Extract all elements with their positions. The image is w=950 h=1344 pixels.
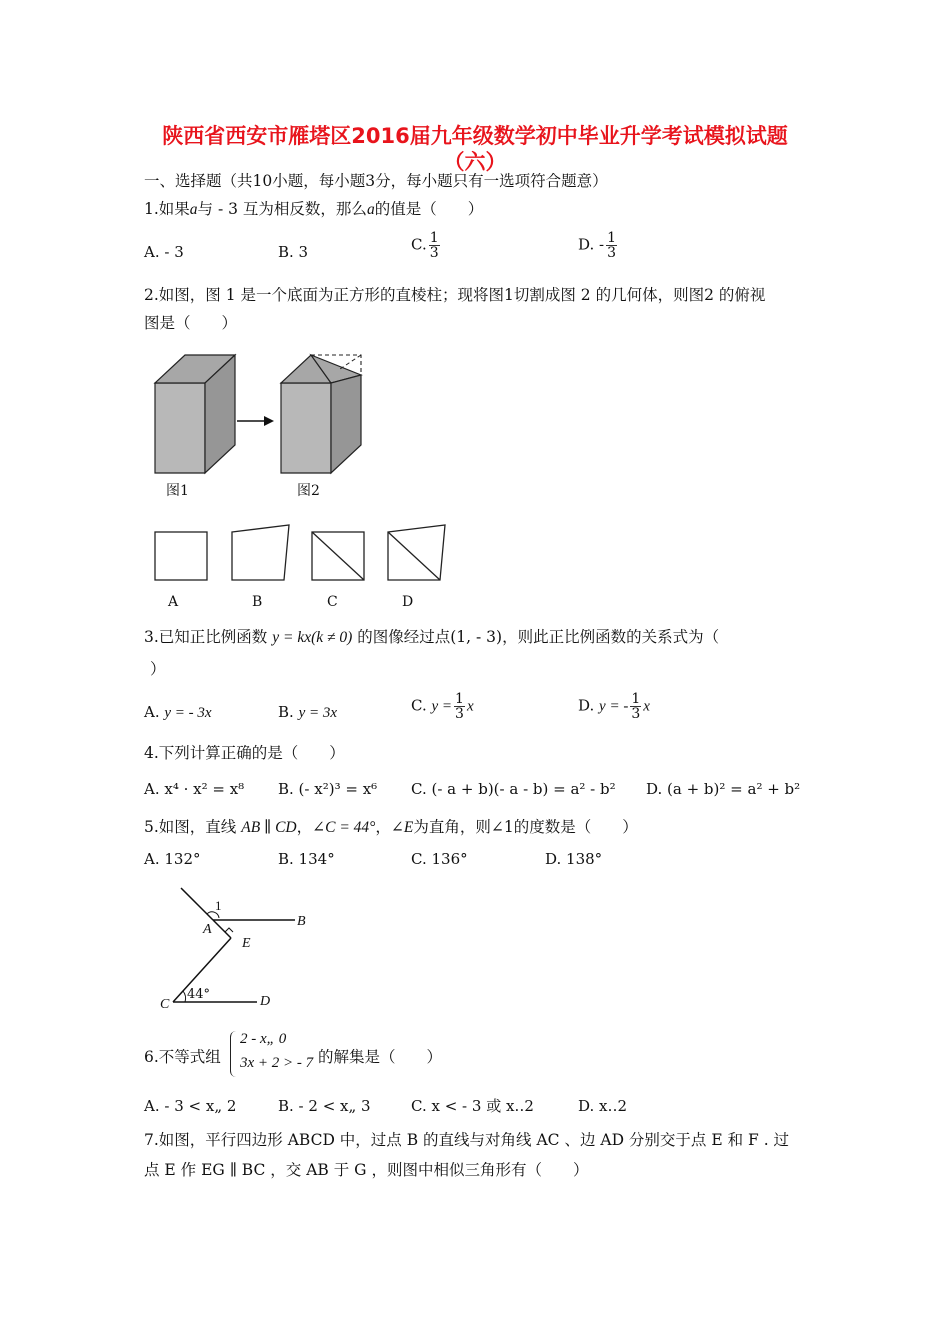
q4-option-d[interactable]: D. (a + b)² = a² + b²	[646, 780, 801, 798]
q6-option-a[interactable]: A. - 3 < x„ 2	[144, 1097, 237, 1115]
q3-option-c[interactable]: C. y = $\frac{1}{3}$ x	[411, 691, 474, 722]
question-2-line1: 2.如图，图 1 是一个底面为正方形的直棱柱；现将图1切割成图 2 的几何体，则图2 的俯视	[144, 286, 766, 304]
option-d-label[interactable]: D	[402, 594, 414, 610]
option-c-label[interactable]: C	[327, 594, 338, 610]
inequality-system: 2 - x„ 0 3x + 2 > - 7	[230, 1031, 320, 1077]
top-view-options	[150, 520, 450, 585]
q1-option-d[interactable]: D. - $\frac{1}{3}$	[578, 230, 617, 261]
q6-option-b[interactable]: B. - 2 < x„ 3	[278, 1097, 371, 1115]
q1-option-c[interactable]: C. $\frac{1}{3}$	[411, 230, 439, 261]
q4-option-a[interactable]: A. x⁴ · x² = x⁸	[144, 780, 245, 798]
q5-option-a[interactable]: A. 132°	[144, 850, 201, 868]
q5-option-b[interactable]: B. 134°	[278, 850, 335, 868]
q4-option-c[interactable]: C. (- a + b)(- a - b) = a² - b²	[411, 780, 616, 798]
fig-label-44: 44°	[187, 987, 211, 1002]
question-7-line1: 7.如图，平行四边形 ABCD 中，过点 B 的直线与对角线 AC 、边 AD 分别交于点 E 和 F . 过	[144, 1131, 790, 1149]
fig-label-b: B	[297, 914, 306, 929]
q5-option-d[interactable]: D. 138°	[545, 850, 603, 868]
page-title-suffix: （六）	[443, 150, 507, 174]
fig-label-e: E	[242, 936, 251, 951]
question-1: 1.如果a与 - 3 互为相反数，那么a的值是（ ）	[144, 200, 484, 218]
fig2-label: 图2	[297, 483, 320, 499]
page-title: 陕西省西安市雁塔区2016届九年级数学初中毕业升学考试模拟试题	[162, 124, 788, 148]
q4-option-b[interactable]: B. (- x²)³ = x⁶	[278, 780, 378, 798]
q1-option-a[interactable]: A. - 3	[144, 243, 184, 261]
question-3: 3.已知正比例函数 y = kx(k ≠ 0) 的图像经过点(1, - 3)，则此正比例函数的关系式为（	[144, 628, 720, 646]
fig1-label: 图1	[166, 483, 189, 499]
option-a-label[interactable]: A	[168, 594, 179, 610]
q3-option-d[interactable]: D. y = - $\frac{1}{3}$ x	[578, 691, 650, 722]
q6-option-c[interactable]: C. x < - 3 或 x‥2	[411, 1097, 534, 1115]
q5-option-c[interactable]: C. 136°	[411, 850, 468, 868]
question-7-line2: 点 E 作 EG ∥ BC ，交 AB 于 G ，则图中相似三角形有（ ）	[144, 1161, 589, 1179]
fig-label-a: A	[203, 922, 212, 937]
question-5: 5.如图，直线 AB ∥ CD，∠C = 44°，∠E为直角，则∠1的度数是（ ）	[144, 818, 638, 836]
question-4: 4.下列计算正确的是（ ）	[144, 744, 345, 762]
question-6-post: 的解集是（ ）	[318, 1048, 443, 1066]
question-6-pre: 6.不等式组	[144, 1048, 221, 1066]
fig-label-d: D	[260, 994, 271, 1009]
q3-option-b[interactable]: B. y = 3x	[278, 703, 338, 721]
q3-option-a[interactable]: A. y = - 3x	[144, 703, 212, 721]
q6-option-d[interactable]: D. x‥2	[578, 1097, 628, 1115]
question-3-line2: ）	[150, 660, 166, 678]
question-2-line2: 图是（ ）	[144, 314, 238, 332]
section-heading: 一、选择题（共10小题，每小题3分，每小题只有一选项符合题意）	[144, 172, 608, 190]
parallel-lines-figure	[155, 882, 315, 1017]
fig-label-c: C	[160, 997, 170, 1012]
option-b-label[interactable]: B	[252, 594, 263, 610]
q1-option-b[interactable]: B. 3	[278, 243, 309, 261]
fig-label-1: 1	[215, 898, 222, 913]
